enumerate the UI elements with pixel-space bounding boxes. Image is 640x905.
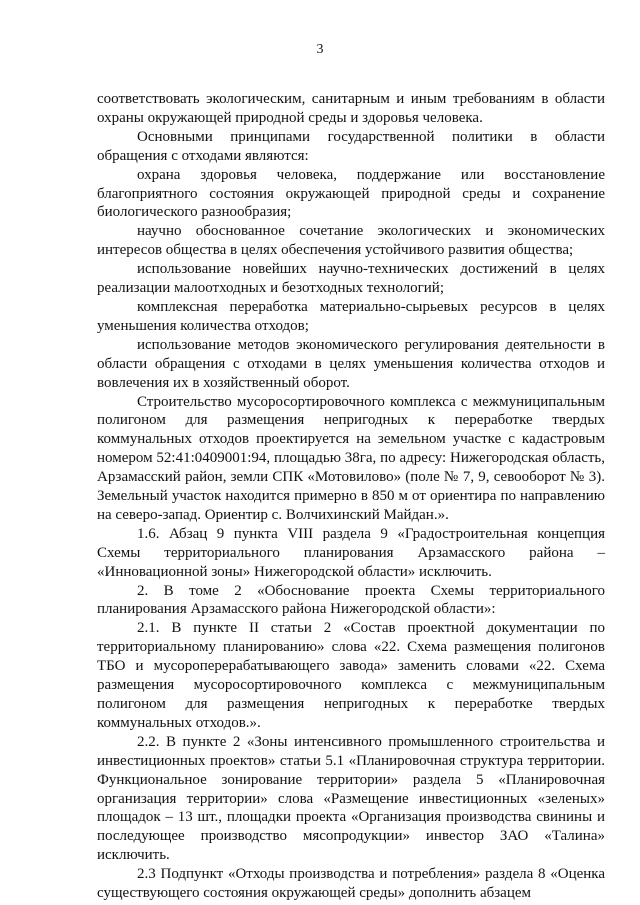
paragraph-6: комплексная переработка материально-сырьевых ресурсов в целях уменьшения количества отходов; <box>97 298 605 334</box>
paragraph-12: 2.2. В пункте 2 «Зоны интенсивного промышленного строительства и инвестиционных проектов» статьи 5.1 «Планировочная структура территории. Функциональное зонирование территории» раздела 5 «Планировочная организация территории» слова «Размещение инвестиционных «зеленых» площадок – 13 шт., площадки проекта «Организация производства свинины и последующее производство мясопродукции» инвестор ЗАО «Талина» исключить. <box>97 733 605 864</box>
paragraph-11: 2.1. В пункте II статьи 2 «Состав проектной документации по территориальному планированию» слова «22. Схема размещения полигонов ТБО и мусороперерабатывающего завода» заменить словами «22. Схема размещения мусоросортировочного комплекса с межмуниципальным полигоном для размещения непригодных к переработке твердых коммунальных отходов.». <box>97 620 605 731</box>
paragraph-8: Строительство мусоросортировочного комплекса с межмуниципальным полигоном для размещения непригодных к переработке твердых коммунальных отходов проектируется на земельном участке с кадастровым номером 52:41:0409001:94, площадью 38га, по адресу: Нижегородская область, Арзамасский район, земли СПК «Мотовилово» (поле № 7, 9, севооборот № 3). Земельный участок находится примерно в 850 м от ориентира по направлению на северо-запад. Ориентир с. Волчихинский Майдан.». <box>97 393 605 523</box>
paragraph-5: использование новейших научно-технических достижений в целях реализации малоотходных и безотходных технологий; <box>97 261 605 297</box>
paragraph-7: использование методов экономического регулирования деятельности в области обращения с отходами в целях уменьшения количества отходов и вовлечения их в хозяйственный оборот. <box>97 336 605 391</box>
paragraph-10: 2. В томе 2 «Обоснование проекта Схемы территориального планирования Арзамасского района Нижегородской области»: <box>97 582 605 618</box>
paragraph-3: охрана здоровья человека, поддержание или восстановление благоприятного состояния окружающей природной среды и сохранение биологического разнообразия; <box>97 166 605 221</box>
paragraph-13: 2.3 Подпункт «Отходы производства и потребления» раздела 8 «Оценка существующего состояния окружающей среды» дополнить абзацем <box>97 866 605 902</box>
paragraph-9: 1.6. Абзац 9 пункта VIII раздела 9 «Градостроительная концепция Схемы территориального планирования Арзамасского района – «Инновационной зоны» Нижегородской области» исключить. <box>97 525 605 580</box>
page-number: 3 <box>316 42 324 57</box>
paragraph-2: Основными принципами государственной политики в области обращения с отходами являются: <box>97 128 605 164</box>
document-body <box>97 90 605 903</box>
paragraph-4: научно обоснованное сочетание экологических и экономических интересов общества в целях обеспечения устойчивого развития общества; <box>97 223 605 259</box>
paragraph-1: соответствовать экологическим, санитарным и иным требованиям в области охраны окружающей природной среды и здоровья человека. <box>97 91 605 126</box>
